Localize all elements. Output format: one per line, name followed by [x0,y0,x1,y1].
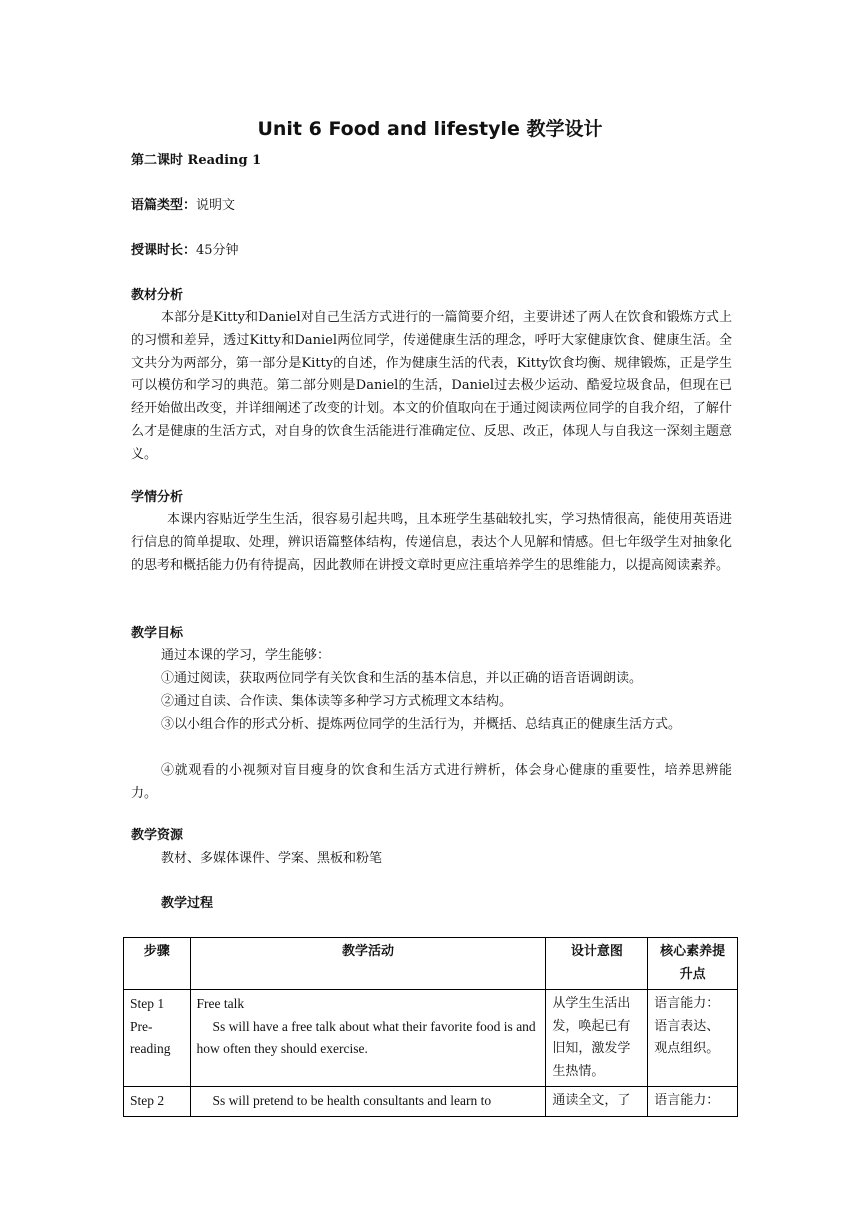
core-cell: 语言能力： [648,1087,738,1117]
activity-cell [190,990,546,1087]
objective-item-4: ④就观看的小视频对盲目瘦身的饮食和生活方式进行辨析，体会身心健康的重要性，培养思辨能力。 [131,763,732,801]
column-header-step: 步骤 [124,938,191,990]
resources-heading: 教学资源 [131,828,184,843]
student-analysis-body: 本课内容贴近学生生活，很容易引起共鸣，且本班学生基础较扎实，学习热情很高，能使用英语进行信息的简单提取、处理，辨识语篇整体结构，传递信息，表达个人见解和情感。但七年级学生对抽象化的思考和概括能力仍有待提高，因此教师在讲授文章时更应注重培养学生的思维能力，以提高阅读素养。 [131,512,732,573]
material-analysis-heading: 教材分析 [131,288,184,303]
table-row [124,990,738,1087]
text-type-label: 语篇类型： [131,198,197,213]
duration-line [131,243,239,259]
objective-item-1: ①通过阅读，获取两位同学有关饮食和生活的基本信息，并以正确的语音语调朗读。 [161,671,643,686]
column-header-activity: 教学活动 [190,938,546,990]
intent-cell: 从学生生活出发，唤起已有旧知，激发学生热情。 [546,990,648,1087]
step-cell: Step 2 [124,1087,191,1117]
process-heading: 教学过程 [161,896,214,911]
table-row [124,1087,738,1117]
activity-text: Ss will pretend to be health consultants and learn to [212,1093,492,1108]
student-analysis-heading: 学情分析 [131,490,184,505]
step-cell: Step 1 Pre-reading [124,990,191,1087]
material-analysis-body: 本部分是Kitty和Daniel对自己生活方式进行的一篇简要介绍，主要讲述了两人在饮食和锻炼方式上的习惯和差异，透过Kitty和Daniel两位同学，传递健康生活的理念，呼吁大家健康饮食、健康生活。全文共分为两部分，第一部分是Kitty的自述，作为健康生活的代表，Kitty饮食均衡、规律锻炼，正是学生可以模仿和学习的典范。第二部分则是Daniel的生活，Daniel过去极少运动、酷爱垃圾食品，但现在已经开始做出改变，并详细阐述了改变的计划。本文的价值取向在于通过阅读两位同学的自我介绍，了解什么才是健康的生活方式，对自身的饮食生活能进行准确定位、反思、改正，体现人与自我这一深刻主题意义。 [131,310,732,462]
column-header-core: 核心素养提升点 [648,938,738,990]
core-cell: 语言能力：语言表达、观点组织。 [648,990,738,1087]
objective-item-3: ③以小组合作的形式分析、提炼两位同学的生活行为，并概括、总结真正的健康生活方式。 [161,717,682,732]
process-table [123,937,738,1117]
table-header-row [124,938,738,990]
text-type-line [131,198,235,214]
lesson-line: 第二课时 Reading 1 [131,153,262,168]
activity-cell [190,1087,546,1117]
objectives-intro: 通过本课的学习，学生能够： [161,648,331,663]
document-title: Unit 6 Food and lifestyle 教学设计 [257,118,603,140]
text-type-value: 说明文 [196,198,236,213]
objective-item-2: ②通过自读、合作读、集体读等多种学习方式梳理文本结构。 [161,694,513,709]
intent-cell: 通读全文，了 [546,1087,648,1117]
duration-label: 授课时长： [131,243,197,258]
activity-title: Free talk [196,996,245,1011]
column-header-intent: 设计意图 [546,938,648,990]
resources-body: 教材、多媒体课件、学案、黑板和粉笔 [161,851,383,866]
activity-text: Ss will have a free talk about what their favorite food is and how often they should exercise. [196,1018,536,1056]
duration-value: 45分钟 [196,243,239,258]
objectives-heading: 教学目标 [131,626,184,641]
